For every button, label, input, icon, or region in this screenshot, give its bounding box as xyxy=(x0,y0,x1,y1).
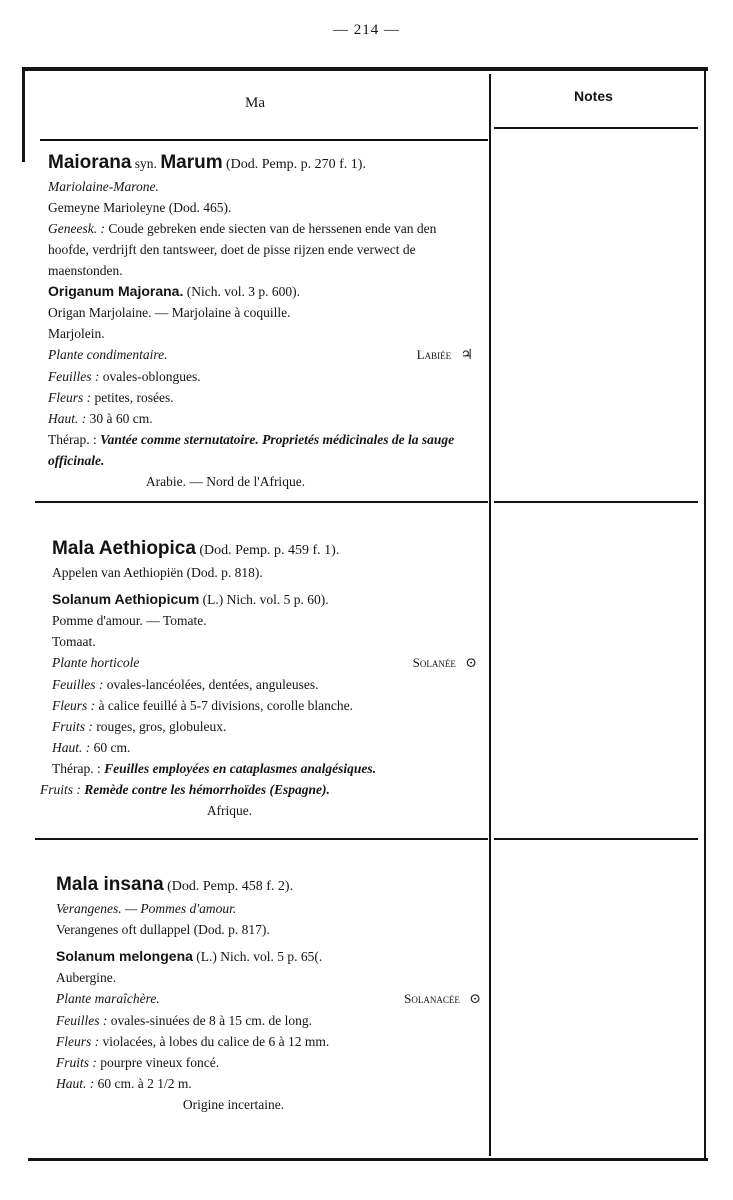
fleurs-value: à calice feuillé à 5-7 divisions, corolle blanche. xyxy=(98,698,354,713)
entry-rule-2 xyxy=(35,838,488,840)
fleurs-value: violacées, à lobes du calice de 6 à 12 mm. xyxy=(102,1034,330,1049)
notes-header: Notes xyxy=(574,88,613,104)
species-reference: (Nich. vol. 3 p. 600). xyxy=(186,284,300,299)
notes-rule-1 xyxy=(494,501,698,503)
feuilles-value: ovales-lancéolées, dentées, anguleuses. xyxy=(106,677,319,692)
common-name-1: Origan Marjolaine. — Marjolaine à coquille. xyxy=(48,305,291,320)
common-name-1: Aubergine. xyxy=(56,970,117,985)
entry-mala-aethiopica xyxy=(40,536,497,821)
haut-value: 60 cm. xyxy=(93,740,131,755)
fruits-label: Fruits : xyxy=(56,1055,97,1070)
fleurs-label: Fleurs : xyxy=(48,390,92,405)
table-top-border xyxy=(22,67,708,71)
perennial-symbol: ♃ xyxy=(460,348,473,363)
entry-mala-insana xyxy=(56,872,501,1115)
page-number: — 214 — xyxy=(333,22,400,38)
origin: Afrique. xyxy=(206,803,253,818)
plant-use: Plante condimentaire. xyxy=(48,347,168,362)
header-rule-right xyxy=(494,127,698,129)
plant-family: Solanée xyxy=(412,655,456,670)
dutch-name: Appelen van Aethiopiën (Dod. p. 818). xyxy=(52,565,263,580)
feuilles-label: Feuilles : xyxy=(52,677,104,692)
species-name: Solanum Aethiopicum xyxy=(52,591,200,607)
common-name-1: Pomme d'amour. — Tomate. xyxy=(52,613,207,628)
origin: Origine incertaine. xyxy=(182,1097,285,1112)
fleurs-label: Fleurs : xyxy=(52,698,96,713)
haut-value: 30 à 60 cm. xyxy=(89,411,153,426)
haut-value: 60 cm. à 2 1/2 m. xyxy=(97,1076,192,1091)
fruits-label: Fruits : xyxy=(52,719,93,734)
entry-rule-1 xyxy=(35,501,488,503)
feuilles-label: Feuilles : xyxy=(56,1013,108,1028)
haut-label: Haut. : xyxy=(56,1076,95,1091)
notes-rule-2 xyxy=(494,838,698,840)
plant-family: Solanacée xyxy=(404,991,460,1006)
synonym-name: Marum xyxy=(160,152,223,173)
feuilles-value: ovales-oblongues. xyxy=(102,369,201,384)
haut-label: Haut. : xyxy=(52,740,91,755)
header-rule-left xyxy=(40,139,488,141)
fleurs-label: Fleurs : xyxy=(56,1034,100,1049)
therap-label: Thérap. : xyxy=(52,761,101,776)
table-left-border xyxy=(22,67,25,162)
annual-symbol: ⊙ xyxy=(469,992,481,1007)
french-name: Mariolaine-Marone. xyxy=(48,179,159,194)
fruits-remedy-label: Fruits : xyxy=(40,782,81,797)
plant-family: Labiée xyxy=(416,347,452,362)
therap-value: Vantée comme sternutatoire. Proprietés médicinales de la sauge officinale. xyxy=(48,432,455,468)
species-name: Origanum Majorana. xyxy=(48,283,184,299)
species-reference: (L.) Nich. vol. 5 p. 65(. xyxy=(196,949,323,964)
dutch-name: Gemeyne Marioleyne (Dod. 465). xyxy=(48,200,232,215)
entry-reference: (Dod. Pemp. p. 459 f. 1). xyxy=(199,543,340,558)
fleurs-value: petites, rosées. xyxy=(94,390,174,405)
fruits-remedy-value: Remède contre les hémorrhoïdes (Espagne). xyxy=(84,782,330,797)
entry-reference: (Dod. Pemp. p. 270 f. 1). xyxy=(225,157,366,172)
annual-symbol: ⊙ xyxy=(465,656,477,671)
entry-name: Mala Aethiopica xyxy=(52,538,196,559)
feuilles-label: Feuilles : xyxy=(48,369,100,384)
entry-maiorana xyxy=(48,150,493,492)
therap-value: Feuilles employées en cataplasmes analgésiques. xyxy=(104,761,376,776)
common-name-2: Tomaat. xyxy=(52,634,96,649)
common-name-2: Marjolein. xyxy=(48,326,105,341)
fruits-value: rouges, gros, globuleux. xyxy=(96,719,227,734)
entry-name: Maiorana xyxy=(48,152,132,173)
plant-use: Plante horticole xyxy=(52,655,140,670)
haut-label: Haut. : xyxy=(48,411,87,426)
entry-reference: (Dod. Pemp. 458 f. 2). xyxy=(167,879,294,894)
table-bottom-border xyxy=(28,1158,708,1161)
plant-use: Plante maraîchère. xyxy=(56,991,160,1006)
feuilles-value: ovales-sinuées de 8 à 15 cm. de long. xyxy=(110,1013,313,1028)
entry-name: Mala insana xyxy=(56,874,164,895)
french-name: Verangenes. — Pommes d'amour. xyxy=(56,901,237,916)
therap-label: Thérap. : xyxy=(48,432,97,447)
geneesk-text xyxy=(48,218,478,281)
geneesk-body: Coude gebreken ende siecten van de herssenen ende van den hoofde, verdrijft den tantsweer, doet de pisse rijzen ende verwect de maenstonden. xyxy=(48,221,437,278)
geneesk-label: Geneesk. : xyxy=(48,221,105,236)
species-name: Solanum melongena xyxy=(56,948,193,964)
syn-label: syn. xyxy=(134,156,157,171)
origin: Arabie. — Nord de l'Afrique. xyxy=(145,474,306,489)
fruits-value: pourpre vineux foncé. xyxy=(100,1055,220,1070)
species-reference: (L.) Nich. vol. 5 p. 60). xyxy=(202,592,329,607)
table-right-border xyxy=(704,67,706,1161)
section-header: Ma xyxy=(245,95,265,111)
dutch-name: Verangenes oft dullappel (Dod. p. 817). xyxy=(56,922,270,937)
